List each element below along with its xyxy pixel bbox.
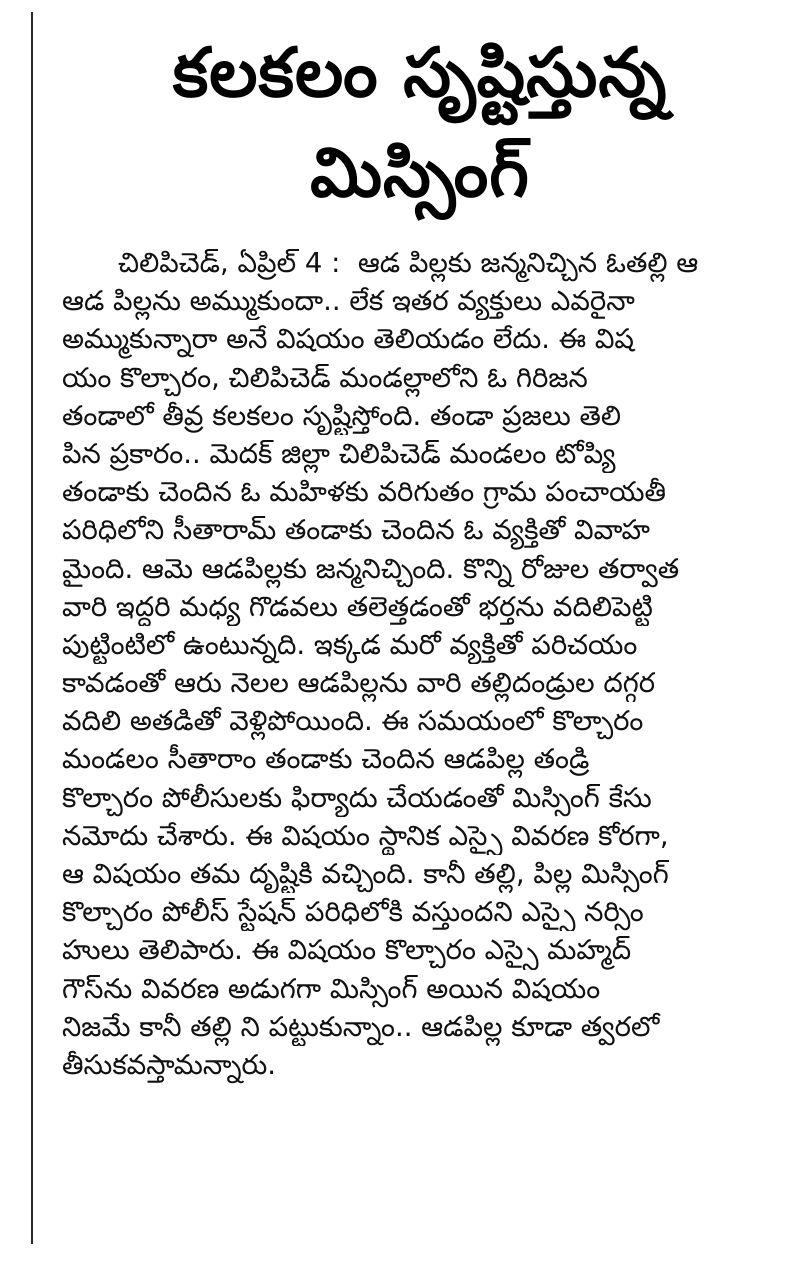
article-line: మైంది. ఆమె ఆడపిల్లకు జన్మనిచ్చింది. కొన్ని రోజుల తర్వాత — [62, 552, 680, 585]
article-line: పరిధిలోని సీతారామ్ తండాకు చెందిన ఓ వ్యక్తితో వివాహ — [62, 514, 650, 547]
article-body — [62, 244, 774, 1084]
article-line: వారి ఇద్దరి మధ్య గొడవలు తలెత్తడంతో భర్తను వదిలిపెట్టి — [62, 590, 653, 623]
article-line: తండాలో తీవ్ర కలకలం సృష్టిస్తోంది. తండా ప్రజలు తెలి — [62, 399, 622, 432]
article-line: తీసుకవస్తామన్నారు. — [62, 1048, 277, 1081]
column-rule — [31, 12, 33, 1244]
article-line-1 — [62, 244, 774, 282]
article-line: ఆడ పిల్లను అమ్ముకుందా.. లేక ఇతర వ్యక్తులు ఎవరైనా — [62, 285, 635, 318]
article-line: పిన ప్రకారం.. మెదక్ జిల్లా చిలిపిచెడ్ మండలం టోప్యి — [62, 437, 616, 470]
headline — [60, 24, 780, 224]
article-line: పుట్టింటిలో ఉంటున్నది. ఇక్కడ మరో వ్యక్తితో పరిచయం — [62, 628, 638, 661]
headline-line-1: కలకలం సృష్టిస్తున్న — [172, 34, 668, 113]
article-line: తండాకు చెందిన ఓ మహిళకు వరిగుతం గ్రామ పంచాయతీ — [62, 476, 666, 509]
article-line: నిజమే కానీ తల్లి ని పట్టుకున్నాం.. ఆడపిల్ల కూడా త్వరలో — [62, 1010, 660, 1043]
headline-line-2: మిస్సింగ్ — [310, 134, 530, 213]
article-line: నమోదు చేశారు. ఈ విషయం స్థానిక ఎస్సై వివరణ కోరగా, — [62, 819, 669, 852]
article-line: గౌస్‌ను వివరణ అడుగగా మిస్సింగ్ అయిన విషయం — [62, 972, 601, 1005]
article-line-1-text: ఆడ పిల్లకు జన్మనిచ్చిన ఓతల్లి ఆ — [357, 247, 699, 279]
article-line: వదిలి అతడితో వెళ్లిపోయింది. ఈ సమయంలో కొల్చారం — [62, 705, 644, 738]
article-line: హులు తెలిపారు. ఈ విషయం కొల్చారం ఎస్సై మహ్మద్ — [62, 934, 632, 967]
article-line: యం కొల్చారం, చిలిపిచెడ్ మండల్లాలోని ఓ గిరిజన — [62, 361, 588, 394]
article-line: కొల్చారం పోలీసులకు ఫిర్యాదు చేయడంతో మిస్సింగ్ కేసు — [62, 781, 652, 814]
article-line: కావడంతో ఆరు నెలల ఆడపిల్లను వారి తల్లిదండ్రుల దగ్గర — [62, 667, 656, 700]
article-line: ఆ విషయం తమ దృష్టికి వచ్చింది. కానీ తల్లి, పిల్ల మిస్సింగ్ — [62, 858, 669, 890]
article-line: కొల్చారం పోలీస్ స్టేషన్ పరిధిలోకి వస్తుందని ఎస్సై నర్సిం — [62, 896, 644, 929]
article-line: అమ్ముకున్నారా అనే విషయం తెలియడం లేదు. ఈ విష — [62, 323, 635, 356]
article-line: మండలం సీతారాం తండాకు చెందిన ఆడపిల్ల తండ్రి — [62, 743, 590, 776]
dateline: చిలిపిచెడ్, ఏప్రిల్ 4 : — [118, 247, 341, 279]
